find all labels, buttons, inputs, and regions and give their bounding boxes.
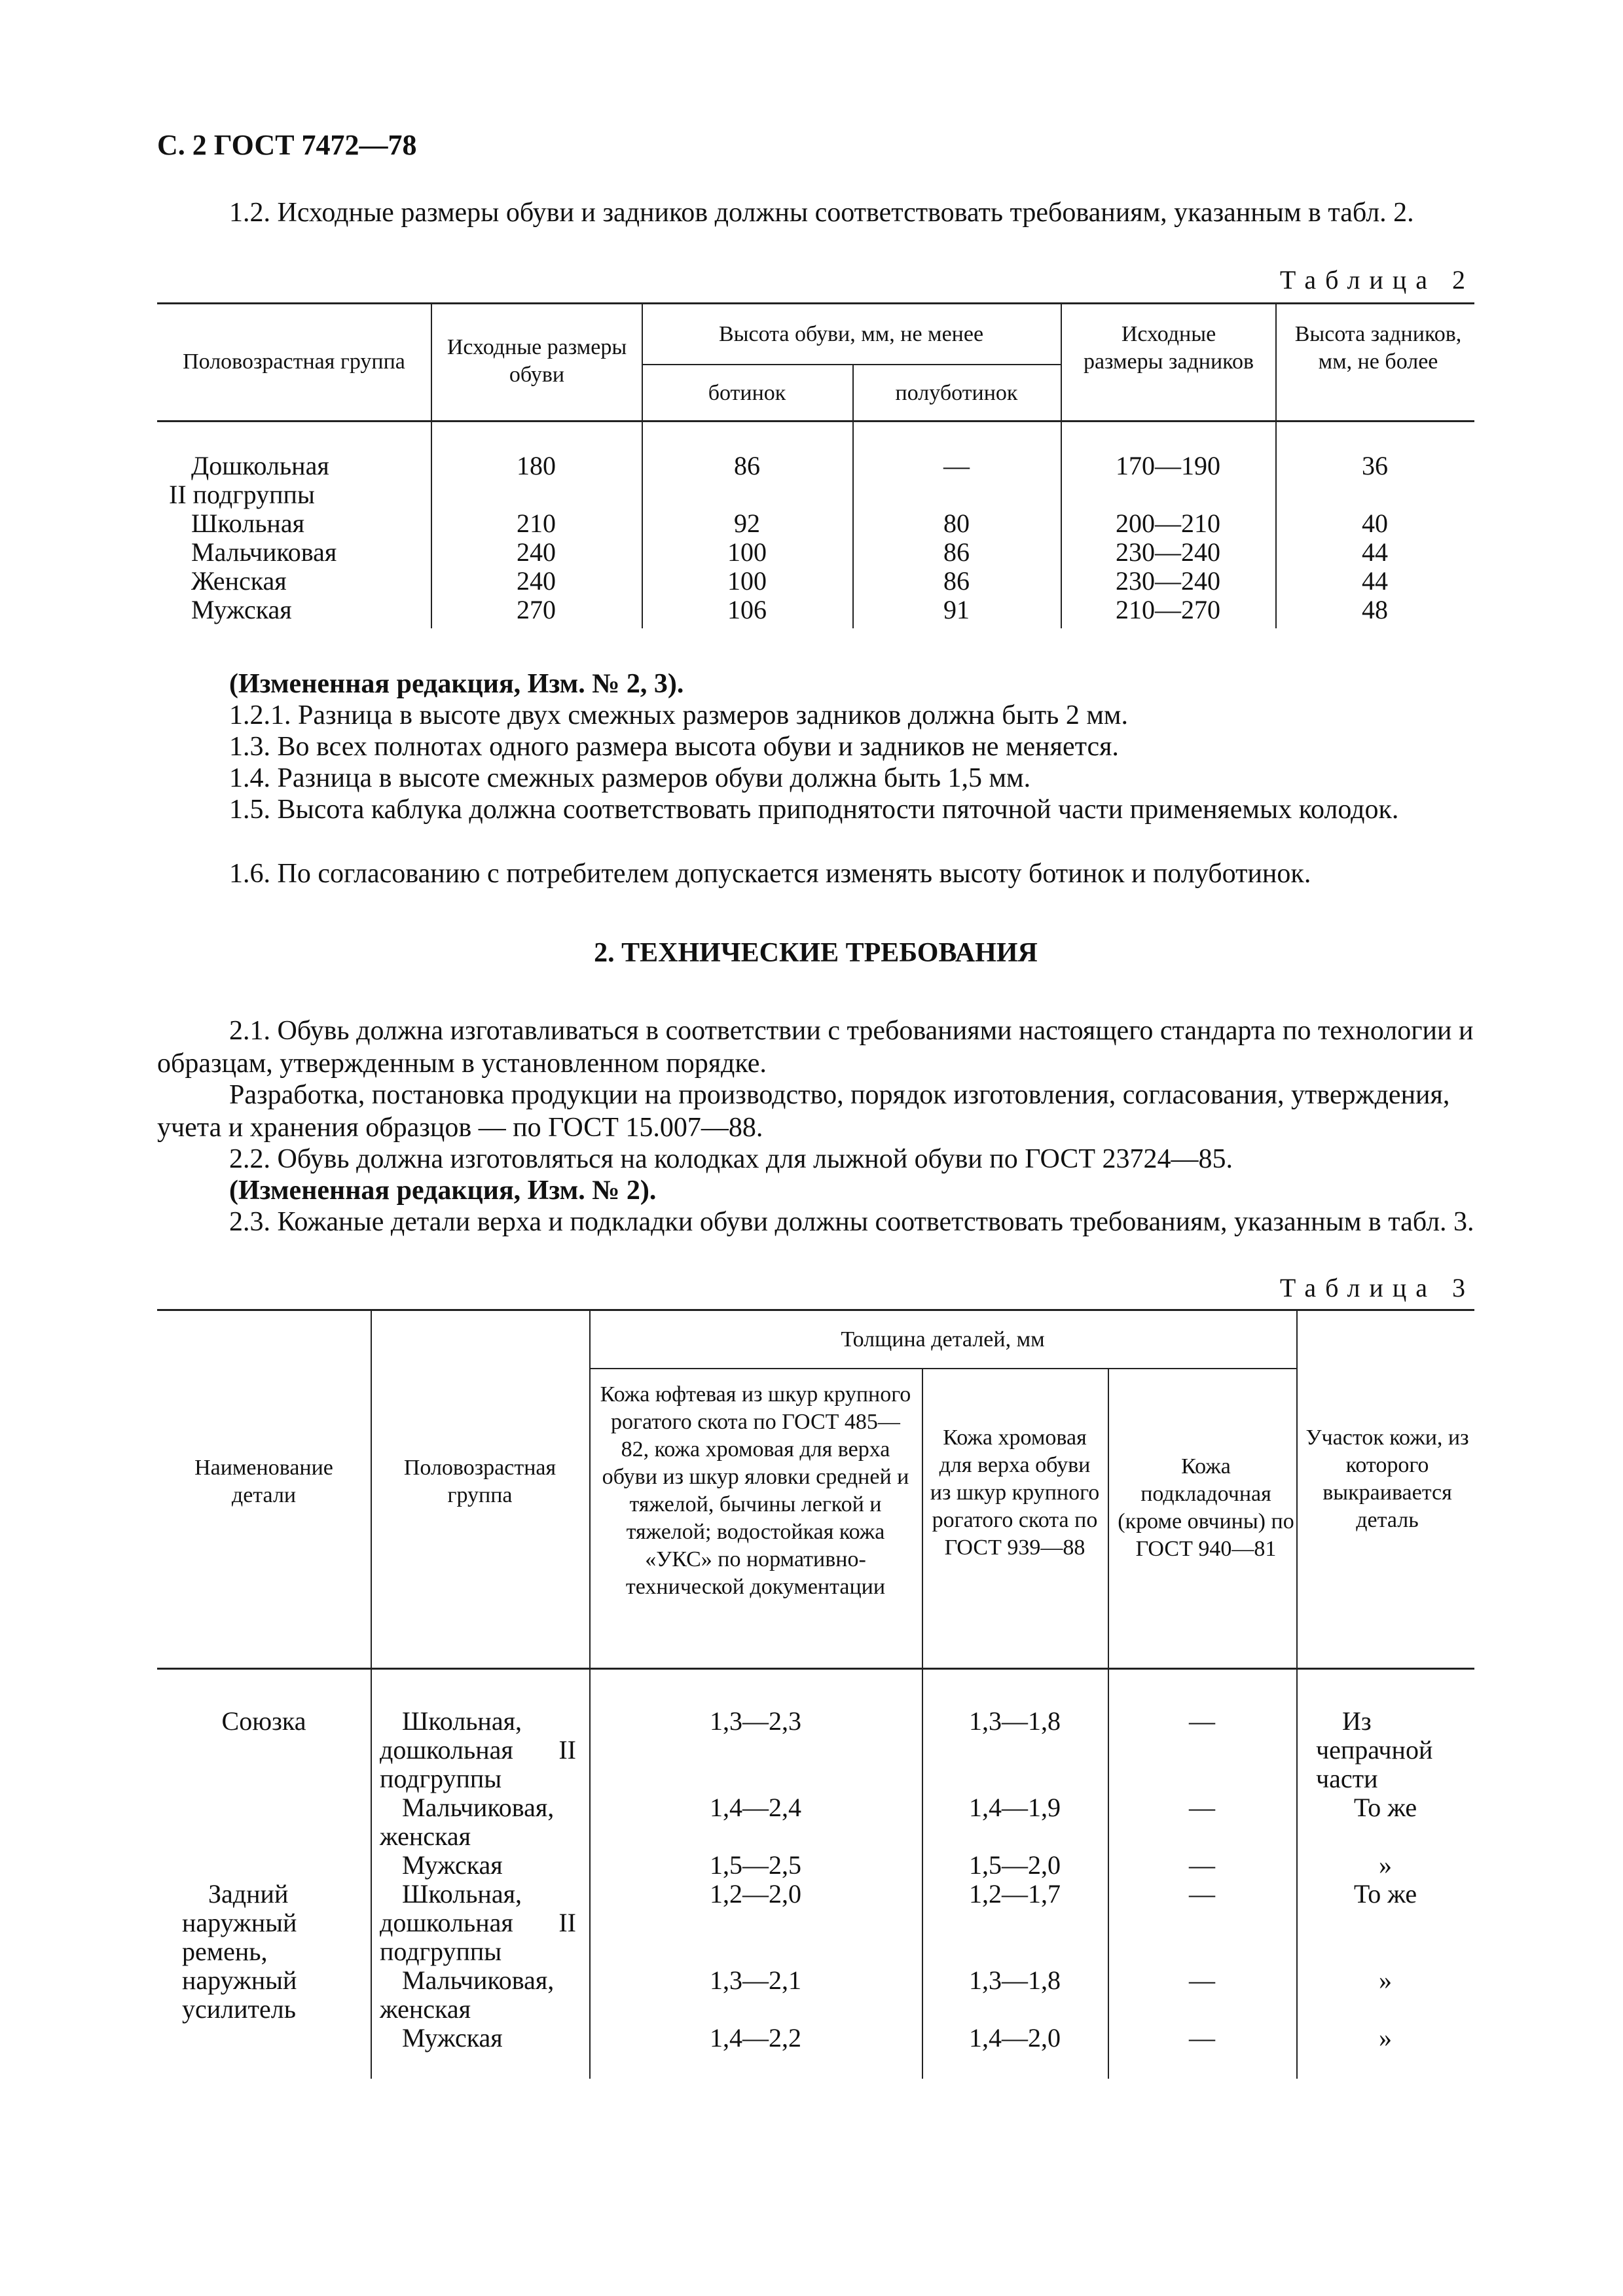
- table2-row-heel-sizes: 230—240: [1116, 566, 1220, 596]
- table2-row-group: Мальчиковая: [191, 537, 337, 567]
- table3-label: Таблица 3: [1279, 1273, 1474, 1302]
- table2-row-half: —: [943, 451, 970, 480]
- table3-area: То же: [1353, 1879, 1417, 1909]
- table3-group: Мальчиковая, женская: [380, 1793, 555, 1851]
- table3-yuft: 1,4—2,2: [710, 2023, 801, 2053]
- table3-yuft: 1,4—2,4: [710, 1793, 801, 1822]
- table2-row-half: 86: [943, 537, 970, 567]
- table-2: [157, 302, 1474, 628]
- table2-row-heel-sizes: 230—240: [1116, 537, 1220, 567]
- table2-row-half: 91: [943, 595, 970, 624]
- table3-chrome: 1,3—1,8: [969, 1706, 1061, 1736]
- table3-area: »: [1379, 1965, 1392, 1995]
- table2-row-heel-sizes: 210—270: [1116, 595, 1220, 624]
- page-header: С. 2 ГОСТ 7472—78: [157, 129, 417, 161]
- paragraph-2-2: 2.2. Обувь должна изготовляться на колодках для лыжной обуви по ГОСТ 23724—85.: [229, 1144, 1233, 1174]
- table3-header-group: Половозрастная группа: [403, 1456, 556, 1507]
- table3-group: Мальчиковая, женская: [380, 1965, 555, 2024]
- table2-row-size: 240: [517, 566, 556, 596]
- paragraph-1-2: 1.2. Исходные размеры обуви и задников должны соответствовать требованиям, указанным в табл. 2.: [229, 198, 1414, 228]
- table2-row-heel-h: 48: [1362, 595, 1388, 624]
- table2-row-boots: 86: [734, 451, 760, 480]
- table3-lining: —: [1189, 1879, 1215, 1909]
- table2-header-half-boots: полуботинок: [895, 381, 1018, 405]
- table2-row-group: Женская: [191, 566, 287, 596]
- table-3: [157, 1309, 1474, 2079]
- table2-row-group: II подгруппы: [169, 480, 315, 509]
- table3-yuft: 1,2—2,0: [710, 1879, 801, 1909]
- table2-row-half: 80: [943, 509, 970, 538]
- table3-area: »: [1379, 1850, 1392, 1880]
- table3-chrome: 1,5—2,0: [969, 1850, 1061, 1880]
- paragraph-2-1-b: Разработка, постановка продукции на производство, порядок изготовления, согласования, утверждения, учета и хранения образцов — по ГОСТ 15.007—88.: [157, 1080, 1450, 1143]
- table2-sub-rule: [642, 364, 1061, 365]
- table3-header-chrome: Кожа хромовая для верха обуви из шкур крупного рогатого скота по ГОСТ 939—88: [930, 1426, 1100, 1560]
- table2-row-group: Школьная: [191, 509, 304, 538]
- table2-row-group: Дошкольная: [191, 451, 329, 480]
- table3-lining: —: [1189, 1965, 1215, 1995]
- paragraph-1-3: 1.3. Во всех полнотах одного размера высота обуви и задников не меняется.: [229, 732, 1119, 762]
- table3-chrome: 1,2—1,7: [969, 1879, 1061, 1909]
- table2-row-size: 270: [517, 595, 556, 624]
- table2-row-size: 210: [517, 509, 556, 538]
- table3-header-rule: [157, 1668, 1474, 1670]
- table3-part: Союзка: [221, 1706, 306, 1736]
- table2-header-group: Половозрастная группа: [183, 350, 405, 374]
- table3-yuft: 1,3—2,3: [710, 1706, 801, 1736]
- table3-top-rule: [157, 1309, 1474, 1311]
- table2-row-size: 180: [517, 451, 556, 480]
- table3-group: Школьная, дошкольная II подгруппы: [380, 1879, 576, 1966]
- table2-header-boots: ботинок: [708, 381, 786, 405]
- table2-row-heel-sizes: 170—190: [1116, 451, 1220, 480]
- table3-yuft: 1,5—2,5: [710, 1850, 801, 1880]
- table2-row-boots: 92: [734, 509, 760, 538]
- table2-row-size: 240: [517, 537, 556, 567]
- amendment-note-2: (Измененная редакция, Изм. № 2).: [229, 1175, 657, 1206]
- paragraph-2-1: 2.1. Обувь должна изготавливаться в соответствии с требованиями настоящего стандарта по технологии и образцам, утвержденным в установленном порядке.: [157, 1016, 1474, 1079]
- paragraph-1-5: 1.5. Высота каблука должна соответствовать приподнятости пяточной части применяемых колодок.: [229, 795, 1399, 825]
- paragraph-1-2-1: 1.2.1. Разница в высоте двух смежных размеров задников должна быть 2 мм.: [229, 700, 1128, 730]
- table2-row-heel-h: 36: [1362, 451, 1388, 480]
- table2-row-boots: 106: [727, 595, 767, 624]
- table3-header-lining: Кожа подкладочная (кроме овчины) по ГОСТ 940—81: [1118, 1454, 1294, 1561]
- amendment-note-1: (Измененная редакция, Изм. № 2, 3).: [229, 669, 684, 699]
- table2-row-heel-h: 44: [1362, 566, 1388, 596]
- table2-row-heel-sizes: 200—210: [1116, 509, 1220, 538]
- table3-yuft: 1,3—2,1: [710, 1965, 801, 1995]
- table3-lining: —: [1189, 1850, 1215, 1880]
- table3-lining: —: [1189, 2023, 1215, 2053]
- table3-header-yuft: Кожа юфтевая из шкур крупного рогатого скота по ГОСТ 485—82, кожа хромовая для верха обуви из шкур яловки средней и тяжелой, бычины легкой и тяжелой; водостойкая кожа «УКС» по нормативно-технической документации: [600, 1382, 911, 1599]
- table2-row-half: 86: [943, 566, 970, 596]
- table3-group: Школьная, дошкольная II подгруппы: [380, 1706, 576, 1793]
- section-2-title: 2. ТЕХНИЧЕСКИЕ ТРЕБОВАНИЯ: [594, 938, 1038, 968]
- table3-group: Мужская: [402, 2023, 503, 2053]
- table3-lining: —: [1189, 1706, 1215, 1736]
- paragraph-1-6: 1.6. По согласованию с потребителем допускается изменять высоту ботинок и полуботинок.: [229, 859, 1311, 889]
- table2-row-heel-h: 44: [1362, 537, 1388, 567]
- table2-header-height: Высота обуви, мм, не менее: [718, 322, 984, 346]
- table2-header-rule: [157, 420, 1474, 422]
- table2-row-group: Мужская: [191, 595, 292, 624]
- table3-sub-rule: [589, 1368, 1296, 1369]
- table2-row-boots: 100: [727, 566, 767, 596]
- paragraph-2-3: 2.3. Кожаные детали верха и подкладки обуви должны соответствовать требованиям, указанным в табл. 3.: [229, 1207, 1474, 1237]
- paragraph-1-4: 1.4. Разница в высоте смежных размеров обуви должна быть 1,5 мм.: [229, 763, 1031, 793]
- table3-chrome: 1,4—1,9: [969, 1793, 1061, 1822]
- table3-header-area: Участок кожи, из которого выкраивается деталь: [1305, 1426, 1469, 1532]
- table2-header-initial-sizes: Исходные размеры обуви: [447, 335, 627, 387]
- table3-area: Из чепрачной части: [1316, 1706, 1433, 1793]
- table3-group: Мужская: [402, 1850, 503, 1880]
- table3-area: »: [1379, 2023, 1392, 2053]
- table3-area: То же: [1353, 1793, 1417, 1822]
- table2-header-heel-sizes: Исходные размеры задников: [1083, 322, 1254, 374]
- table3-header-part: Наименование детали: [194, 1456, 333, 1507]
- table3-chrome: 1,3—1,8: [969, 1965, 1061, 1995]
- table2-top-rule: [157, 302, 1474, 304]
- table3-chrome: 1,4—2,0: [969, 2023, 1061, 2053]
- table3-part: Задний наружный ремень, наружный усилитель: [182, 1879, 297, 2024]
- table2-header-heel-height: Высота задников, мм, не более: [1294, 322, 1462, 374]
- table3-header-thickness: Толщина деталей, мм: [841, 1327, 1045, 1352]
- table2-row-heel-h: 40: [1362, 509, 1388, 538]
- table2-label: Таблица 2: [1279, 265, 1474, 295]
- table2-row-boots: 100: [727, 537, 767, 567]
- table3-lining: —: [1189, 1793, 1215, 1822]
